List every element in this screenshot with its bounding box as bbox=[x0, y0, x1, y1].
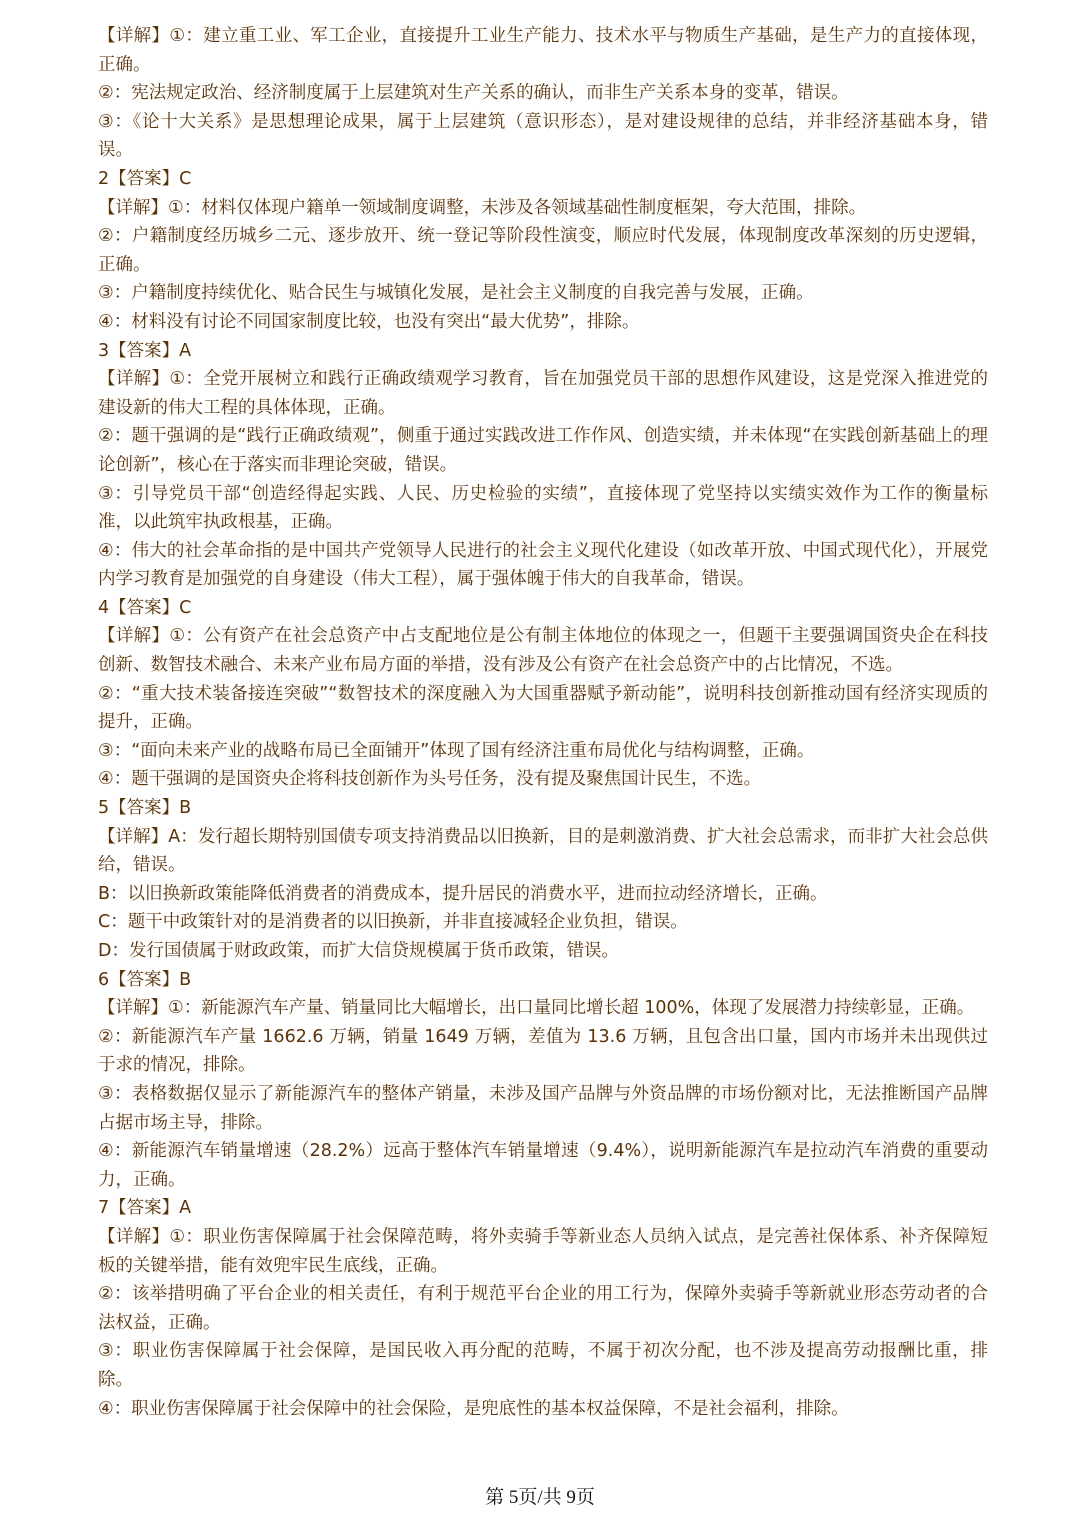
explanation-paragraph: 【详解】①：全党开展树立和践行正确政绩观学习教育，旨在加强党员干部的思想作风建设，这是党深入推进党的建设新的伟大工程的具体体现，正确。 bbox=[98, 369, 988, 418]
explanation-paragraph: ④：材料没有讨论不同国家制度比较，也没有突出“最大优势”，排除。 bbox=[98, 311, 640, 332]
explanation-paragraph: ②：“重大技术装备接连突破”“数智技术的深度融入为大国重器赋予新动能”，说明科技创新推动国有经济实现质的提升，正确。 bbox=[98, 683, 988, 733]
answer-key-line: 4【答案】C bbox=[98, 597, 192, 618]
explanation-paragraph: D：发行国债属于财政政策，而扩大信贷规模属于货币政策，错误。 bbox=[98, 941, 619, 961]
explanation-paragraph: 【详解】①：新能源汽车产量、销量同比大幅增长，出口量同比增长超 100%，体现了发展潜力持续彰显，正确。 bbox=[98, 998, 975, 1019]
explanation-paragraph: ②：该举措明确了平台企业的相关责任，有利于规范平台企业的用工行为，保障外卖骑手等新就业形态劳动者的合法权益，正确。 bbox=[98, 1284, 988, 1333]
explanation-paragraph: ④：伟大的社会革命指的是中国共产党领导人民进行的社会主义现代化建设（如改革开放、中国式现代化），开展党内学习教育是加强党的自身建设（伟大工程），属于强体魄于伟大的自我革命，错误。 bbox=[98, 540, 988, 590]
explanation-paragraph: ②：户籍制度经历城乡二元、逐步放开、统一登记等阶段性演变，顺应时代发展，体现制度改革深刻的历史逻辑，正确。 bbox=[98, 226, 988, 275]
explanation-paragraph: ④：新能源汽车销量增速（28.2%）远高于整体汽车销量增速（9.4%），说明新能源汽车是拉动汽车消费的重要动力，正确。 bbox=[98, 1141, 988, 1190]
answer-explanations bbox=[98, 22, 988, 1423]
explanation-paragraph: ②：新能源汽车产量 1662.6 万辆，销量 1649 万辆，差值为 13.6 万辆，且包含出口量，国内市场并未出现供过于求的情况，排除。 bbox=[98, 1026, 988, 1076]
answer-key-line: 2【答案】C bbox=[98, 168, 192, 189]
explanation-paragraph: ②：宪法规定政治、经济制度属于上层建筑对生产关系的确认，而非生产关系本身的变革，错误。 bbox=[98, 83, 849, 104]
explanation-paragraph: ④：题干强调的是国资央企将科技创新作为头号任务，没有提及聚焦国计民生，不选。 bbox=[98, 769, 762, 790]
explanation-paragraph: 【详解】①：公有资产在社会总资产中占支配地位是公有制主体地位的体现之一，但题干主要强调国资央企在科技创新、数智技术融合、未来产业布局方面的举措，没有涉及公有资产在社会总资产中的占比情况，不选。 bbox=[98, 626, 988, 676]
answer-key-line: 5【答案】B bbox=[98, 798, 192, 819]
explanation-paragraph: ③：“面向未来产业的战略布局已全面铺开”体现了国有经济注重布局优化与结构调整，正确。 bbox=[98, 740, 815, 761]
page-number: 第 5页/共 9页 bbox=[485, 1487, 595, 1508]
answer-key-line: 6【答案】B bbox=[98, 969, 192, 990]
explanation-paragraph: ②：题干强调的是“践行正确政绩观”，侧重于通过实践改进工作作风、创造实绩，并未体现“在实践创新基础上的理论创新”，核心在于落实而非理论突破，错误。 bbox=[98, 426, 988, 475]
answer-key-line: 3【答案】A bbox=[98, 340, 192, 361]
explanation-paragraph: 【详解】①：职业伤害保障属于社会保障范畴，将外卖骑手等新业态人员纳入试点，是完善社保体系、补齐保障短板的关键举措，能有效兜牢民生底线，正确。 bbox=[98, 1226, 988, 1276]
explanation-paragraph: 【详解】①：材料仅体现户籍单一领域制度调整，未涉及各领域基础性制度框架，夸大范围，排除。 bbox=[98, 197, 867, 218]
explanation-paragraph: ③：户籍制度持续优化、贴合民生与城镇化发展，是社会主义制度的自我完善与发展，正确。 bbox=[98, 283, 814, 304]
explanation-paragraph: 【详解】A：发行超长期特别国债专项支持消费品以旧换新，目的是刺激消费、扩大社会总需求，而非扩大社会总供给，错误。 bbox=[98, 826, 988, 876]
explanation-paragraph: 【详解】①：建立重工业、军工企业，直接提升工业生产能力、技术水平与物质生产基础，是生产力的直接体现，正确。 bbox=[98, 26, 988, 75]
explanation-paragraph: ③：《论十大关系》是思想理论成果，属于上层建筑（意识形态），是对建设规律的总结，并非经济基础本身，错误。 bbox=[98, 111, 988, 161]
explanation-paragraph: ③：职业伤害保障属于社会保障，是国民收入再分配的范畴，不属于初次分配，也不涉及提高劳动报酬比重，排除。 bbox=[98, 1341, 988, 1390]
answer-key-line: 7【答案】A bbox=[98, 1198, 192, 1219]
explanation-paragraph: C：题干中政策针对的是消费者的以旧换新，并非直接减轻企业负担，错误。 bbox=[98, 912, 688, 933]
explanation-paragraph: ③：引导党员干部“创造经得起实践、人民、历史检验的实绩”，直接体现了党坚持以实绩实效作为工作的衡量标准，以此筑牢执政根基，正确。 bbox=[98, 483, 988, 533]
explanation-paragraph: ③：表格数据仅显示了新能源汽车的整体产销量，未涉及国产品牌与外资品牌的市场份额对比，无法推断国产品牌占据市场主导，排除。 bbox=[98, 1083, 988, 1133]
explanation-paragraph: ④：职业伤害保障属于社会保障中的社会保险，是兜底性的基本权益保障，不是社会福利，排除。 bbox=[98, 1398, 849, 1419]
explanation-paragraph: B：以旧换新政策能降低消费者的消费成本，提升居民的消费水平，进而拉动经济增长，正确。 bbox=[98, 883, 828, 904]
